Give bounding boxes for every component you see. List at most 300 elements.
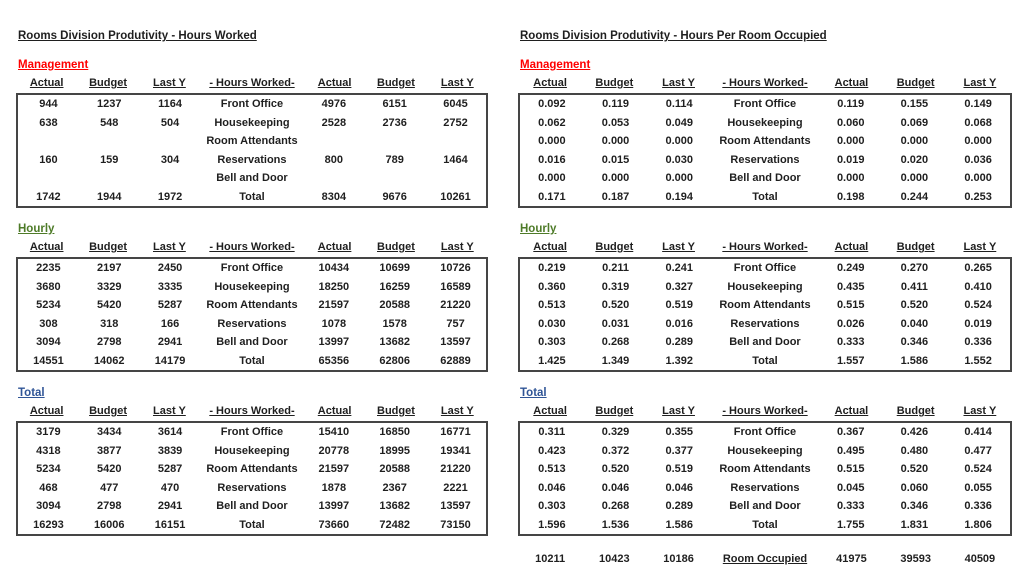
row-label-cell: Housekeeping — [727, 116, 803, 129]
value-cell: 0.513 — [538, 299, 566, 311]
value-cell: 16006 — [93, 518, 125, 531]
column-header-cell — [711, 240, 820, 255]
column-header-cell — [427, 240, 488, 255]
column-header-text: Last Y — [662, 405, 695, 417]
column-header-cell — [582, 404, 646, 419]
value-cell: 4318 — [36, 444, 61, 457]
room-occupied-value-cell: 10186 — [663, 553, 694, 565]
value-cell: 1742 — [36, 190, 61, 203]
column-header-text: - Hours Worked- — [209, 77, 295, 89]
total-table — [518, 421, 1012, 536]
column-header-row — [16, 404, 488, 419]
column-header-text: Actual — [317, 405, 352, 417]
value-cell: 0.524 — [964, 299, 992, 311]
column-header-cell — [365, 76, 426, 91]
value-cell: 800 — [324, 153, 344, 166]
column-header-cell — [427, 76, 488, 91]
table-row — [18, 442, 486, 461]
value-cell: 2941 — [157, 500, 183, 512]
value-cell: 0.333 — [836, 500, 865, 512]
table-row — [520, 278, 1010, 297]
value-cell: 0.194 — [665, 190, 693, 203]
column-header-row — [518, 404, 1012, 419]
value-cell: 0.520 — [900, 463, 929, 475]
value-cell: 20778 — [318, 444, 350, 457]
room-occupied-value-cell: 10211 — [535, 553, 566, 565]
value-cell: 0.520 — [900, 299, 929, 311]
value-cell: 3179 — [36, 426, 61, 438]
value-cell: 21220 — [440, 299, 471, 311]
value-cell: 0.062 — [538, 116, 566, 129]
value-cell: 0.119 — [837, 98, 865, 110]
hours-worked-sections — [16, 59, 488, 536]
table-row — [18, 169, 486, 188]
value-cell: 0.303 — [538, 336, 566, 348]
column-header-text: Last Y — [440, 405, 474, 417]
value-cell — [364, 132, 425, 151]
table-row — [520, 460, 1010, 479]
column-header-text: Budget — [896, 405, 935, 417]
column-header-text: Last Y — [152, 77, 186, 89]
value-cell: 0.000 — [836, 135, 865, 147]
column-header-cell — [884, 404, 948, 419]
column-header-cell — [884, 76, 948, 91]
value-cell: 0.187 — [601, 190, 630, 203]
value-cell: 5287 — [157, 463, 183, 475]
table-row — [18, 296, 486, 315]
column-header-text: Budget — [377, 77, 415, 89]
value-cell: 0.046 — [538, 481, 566, 494]
hourly-table — [16, 257, 488, 372]
value-cell: 0.000 — [900, 172, 929, 184]
value-cell: 21597 — [318, 299, 350, 311]
value-cell — [18, 169, 79, 188]
value-cell: 0.000 — [964, 135, 992, 147]
value-cell: 13682 — [379, 500, 410, 512]
value-cell: 0.268 — [601, 500, 630, 512]
column-header-cell — [948, 76, 1012, 91]
value-cell: 14551 — [33, 354, 64, 367]
value-cell: 18250 — [318, 280, 350, 293]
value-cell: 0.114 — [665, 98, 693, 110]
section-label-text: Management — [18, 59, 89, 71]
column-header-text: Last Y — [963, 77, 997, 89]
value-cell: 13597 — [440, 336, 471, 348]
column-header-text: Budget — [595, 241, 634, 253]
row-label-cell: Reservations — [730, 481, 800, 494]
value-cell: 0.036 — [964, 153, 992, 166]
value-cell: 2367 — [382, 481, 407, 494]
value-cell: 3877 — [97, 444, 122, 457]
value-cell: 2736 — [382, 116, 407, 129]
table-row — [520, 352, 1010, 371]
column-header-text: Actual — [834, 405, 869, 417]
row-label-cell: Room Attendants — [719, 463, 811, 475]
value-cell: 0.426 — [900, 426, 929, 438]
value-cell: 0.311 — [538, 426, 566, 438]
value-cell: 21597 — [318, 463, 350, 475]
value-cell: 0.241 — [665, 262, 693, 274]
value-cell: 6151 — [382, 98, 407, 110]
row-label-cell: Reservations — [217, 481, 287, 494]
value-cell — [140, 132, 201, 151]
management-table — [518, 93, 1012, 208]
value-cell: 10434 — [318, 262, 350, 274]
section-hourly — [518, 223, 1012, 372]
value-cell: 757 — [446, 317, 465, 330]
section-label-text: Hourly — [520, 223, 557, 235]
value-cell — [79, 132, 140, 151]
room-occupied-value-cell: 10423 — [599, 553, 630, 565]
column-header-cell — [304, 240, 365, 255]
value-cell: 0.435 — [836, 280, 865, 293]
value-cell: 2197 — [97, 262, 122, 274]
table-row — [520, 333, 1010, 352]
value-cell: 1164 — [158, 98, 182, 110]
row-label-cell: Housekeeping — [727, 444, 803, 457]
value-cell: 13997 — [318, 500, 350, 512]
value-cell: 0.319 — [601, 280, 630, 293]
value-cell: 73660 — [318, 518, 350, 531]
value-cell: 0.411 — [900, 280, 928, 293]
value-cell: 20588 — [379, 299, 410, 311]
value-cell: 304 — [160, 153, 180, 166]
value-cell: 0.000 — [665, 172, 693, 184]
table-row — [520, 516, 1010, 535]
value-cell: 159 — [100, 153, 119, 166]
row-label-cell: Total — [752, 354, 778, 367]
table-row — [18, 460, 486, 479]
value-cell: 16589 — [440, 280, 471, 293]
value-cell: 0.000 — [900, 135, 929, 147]
value-cell: 14179 — [154, 354, 186, 367]
value-cell: 0.265 — [964, 262, 992, 274]
value-cell: 1878 — [321, 481, 347, 494]
value-cell: 1.425 — [538, 354, 566, 367]
value-cell: 0.360 — [538, 280, 566, 293]
column-header-text: Last Y — [440, 241, 474, 253]
total-table — [16, 421, 488, 536]
value-cell: 0.000 — [538, 172, 566, 184]
value-cell: 0.414 — [964, 426, 992, 438]
section-management — [518, 59, 1012, 208]
column-header-text: Last Y — [662, 77, 695, 89]
value-cell: 0.019 — [964, 317, 992, 330]
column-header-text: Actual — [834, 241, 869, 253]
value-cell: 2221 — [443, 481, 468, 494]
value-cell: 3335 — [157, 280, 183, 293]
column-header-cell — [646, 240, 710, 255]
value-cell: 0.513 — [538, 463, 566, 475]
column-header-row — [518, 76, 1012, 91]
column-header-text: - Hours Worked- — [722, 405, 808, 417]
column-header-row — [518, 240, 1012, 255]
value-cell: 0.046 — [601, 481, 630, 494]
row-label-cell: Bell and Door — [216, 336, 288, 348]
column-header-cell — [646, 76, 710, 91]
value-cell: 2752 — [443, 116, 468, 129]
value-cell: 0.040 — [900, 317, 929, 330]
row-label-cell: Room Attendants — [719, 299, 811, 311]
value-cell: 0.495 — [836, 444, 865, 457]
column-header-text: Budget — [89, 77, 127, 89]
column-header-text: Last Y — [963, 241, 997, 253]
hours-per-room-occupied-panel — [518, 30, 1012, 567]
table-row — [520, 151, 1010, 170]
value-cell: 1.349 — [601, 354, 630, 367]
value-cell: 1.392 — [665, 354, 693, 367]
value-cell: 0.119 — [602, 98, 629, 110]
value-cell: 0.524 — [964, 463, 992, 475]
value-cell: 2235 — [36, 262, 61, 274]
value-cell: 0.520 — [601, 299, 630, 311]
value-cell: 16151 — [154, 518, 186, 531]
table-row — [18, 95, 486, 114]
value-cell: 0.519 — [665, 463, 693, 475]
value-cell: 789 — [385, 153, 404, 166]
value-cell: 0.268 — [601, 336, 630, 348]
column-header-cell — [884, 240, 948, 255]
value-cell — [303, 132, 364, 151]
row-label-cell: Housekeeping — [214, 116, 290, 129]
row-label-cell: Bell and Door — [729, 500, 801, 512]
column-header-text: Actual — [533, 77, 567, 89]
value-cell: 1.596 — [538, 518, 566, 531]
room-occupied-label-cell — [711, 551, 820, 567]
value-cell: 0.060 — [900, 481, 929, 494]
row-label-cell: Front Office — [220, 262, 284, 274]
value-cell: 0.000 — [601, 172, 630, 184]
column-header-cell — [518, 404, 582, 419]
value-cell: 638 — [39, 116, 58, 129]
value-cell: 5287 — [157, 299, 183, 311]
column-header-cell — [819, 240, 883, 255]
row-label-cell: Bell and Door — [216, 172, 288, 184]
value-cell: 0.045 — [836, 481, 865, 494]
value-cell: 0.046 — [665, 481, 693, 494]
value-cell: 62889 — [440, 354, 471, 367]
row-label-cell: Bell and Door — [216, 500, 288, 512]
value-cell: 0.031 — [601, 317, 630, 330]
section-label — [18, 223, 488, 235]
value-cell: 0.211 — [602, 262, 629, 274]
table-row — [520, 132, 1010, 151]
value-cell: 468 — [39, 481, 58, 494]
column-header-cell — [200, 76, 304, 91]
value-cell: 3839 — [157, 444, 183, 457]
row-label-cell: Housekeeping — [214, 280, 290, 293]
value-cell: 18995 — [379, 444, 410, 457]
value-cell: 2941 — [157, 336, 183, 348]
column-header-text: - Hours Worked- — [209, 405, 295, 417]
value-cell: 0.019 — [836, 153, 865, 166]
row-label-cell: Reservations — [217, 153, 287, 166]
column-header-cell — [16, 76, 77, 91]
column-header-cell — [646, 404, 710, 419]
value-cell: 1237 — [97, 98, 122, 110]
row-label-cell: Bell and Door — [729, 172, 801, 184]
value-cell: 72482 — [379, 518, 410, 531]
table-row — [18, 352, 486, 371]
value-cell: 2528 — [321, 116, 347, 129]
value-cell: 0.336 — [964, 500, 992, 512]
value-cell: 3434 — [97, 426, 122, 438]
column-header-text: Budget — [595, 405, 634, 417]
column-header-text: Budget — [377, 405, 415, 417]
column-header-text: Budget — [89, 241, 127, 253]
value-cell: 0.423 — [538, 444, 566, 457]
value-cell: 14062 — [93, 354, 125, 367]
table-row — [520, 95, 1010, 114]
column-header-cell — [948, 240, 1012, 255]
value-cell: 0.060 — [836, 116, 865, 129]
value-cell: 16771 — [440, 426, 471, 438]
column-header-text: Last Y — [152, 241, 186, 253]
value-cell: 0.000 — [964, 172, 992, 184]
table-row — [18, 516, 486, 535]
column-header-cell — [139, 76, 200, 91]
value-cell: 0.030 — [538, 317, 566, 330]
value-cell: 10261 — [440, 190, 471, 203]
value-cell: 504 — [160, 116, 180, 129]
value-cell: 0.303 — [538, 500, 566, 512]
value-cell: 62806 — [379, 354, 410, 367]
table-row — [18, 315, 486, 334]
value-cell: 0.249 — [836, 262, 865, 274]
value-cell: 0.346 — [900, 336, 929, 348]
value-cell: 0.327 — [665, 280, 693, 293]
value-cell — [18, 132, 79, 151]
value-cell: 308 — [39, 317, 58, 330]
value-cell — [425, 169, 486, 188]
section-label — [520, 223, 1012, 235]
column-header-text: - Hours Worked- — [722, 241, 808, 253]
value-cell: 0.519 — [665, 299, 693, 311]
value-cell: 0.000 — [665, 135, 693, 147]
value-cell: 0.515 — [836, 299, 865, 311]
value-cell: 5420 — [97, 463, 122, 475]
value-cell: 0.253 — [964, 190, 992, 203]
table-row — [18, 479, 486, 498]
value-cell: 3329 — [97, 280, 122, 293]
row-label-cell: Reservations — [730, 153, 800, 166]
table-row — [520, 296, 1010, 315]
row-label-cell: Total — [239, 518, 265, 531]
column-header-text: Last Y — [440, 77, 474, 89]
value-cell: 1.586 — [665, 518, 693, 531]
room-occupied-value-cell: 40509 — [964, 553, 996, 565]
section-hourly — [16, 223, 488, 372]
table-row — [18, 259, 486, 278]
table-row — [520, 114, 1010, 133]
hours-per-room-occupied-title: Rooms Division Produtivity - Hours Per Room Occupied — [520, 30, 827, 42]
column-header-cell — [582, 240, 646, 255]
value-cell: 0.053 — [601, 116, 630, 129]
row-label-cell: Front Office — [220, 98, 284, 110]
value-cell: 0.377 — [665, 444, 693, 457]
column-header-cell — [948, 404, 1012, 419]
table-row — [520, 315, 1010, 334]
value-cell: 0.068 — [964, 116, 992, 129]
value-cell — [79, 169, 140, 188]
table-row — [18, 188, 486, 207]
value-cell: 1.536 — [601, 518, 630, 531]
column-header-cell — [16, 240, 77, 255]
value-cell: 0.016 — [665, 317, 693, 330]
value-cell: 0.049 — [665, 116, 693, 129]
room-occupied-label-text: Room Occupied — [722, 553, 808, 565]
value-cell: 8304 — [321, 190, 347, 203]
value-cell: 2798 — [97, 336, 122, 348]
column-header-row — [16, 240, 488, 255]
column-header-text: Budget — [377, 241, 415, 253]
room-occupied-value-cell: 39593 — [900, 553, 931, 565]
value-cell: 3680 — [36, 280, 61, 293]
table-row — [520, 479, 1010, 498]
row-label-cell: Room Attendants — [206, 299, 298, 311]
value-cell: 6045 — [443, 98, 468, 110]
column-header-text: Budget — [595, 77, 634, 89]
row-label-cell: Total — [752, 518, 778, 531]
value-cell: 10699 — [379, 262, 410, 274]
column-header-cell — [77, 240, 138, 255]
row-label-cell: Front Office — [733, 262, 797, 274]
column-header-cell — [77, 404, 138, 419]
value-cell: 548 — [100, 116, 119, 129]
section-label-text: Management — [520, 59, 591, 71]
column-header-text: Budget — [89, 405, 127, 417]
value-cell: 1944 — [97, 190, 122, 203]
value-cell: 5234 — [36, 463, 61, 475]
section-label — [18, 59, 488, 71]
table-row — [18, 497, 486, 516]
hourly-table — [518, 257, 1012, 372]
value-cell: 0.355 — [665, 426, 693, 438]
column-header-text: Actual — [533, 241, 567, 253]
value-cell: 0.219 — [538, 262, 566, 274]
table-row — [18, 132, 486, 151]
column-header-text: Actual — [317, 241, 352, 253]
column-header-cell — [139, 404, 200, 419]
column-header-cell — [819, 404, 883, 419]
value-cell: 13597 — [440, 500, 471, 512]
column-header-text: Budget — [896, 241, 935, 253]
value-cell: 0.289 — [665, 336, 693, 348]
table-row — [520, 188, 1010, 207]
value-cell: 0.055 — [964, 481, 992, 494]
value-cell: 0.000 — [601, 135, 630, 147]
value-cell: 0.000 — [836, 172, 865, 184]
column-header-cell — [518, 76, 582, 91]
value-cell: 1.755 — [836, 518, 865, 531]
table-row — [18, 278, 486, 297]
column-header-cell — [518, 240, 582, 255]
value-cell: 1972 — [157, 190, 183, 203]
value-cell: 1.552 — [964, 354, 992, 367]
value-cell: 0.289 — [665, 500, 693, 512]
table-row — [520, 259, 1010, 278]
column-header-cell — [711, 76, 820, 91]
section-label — [520, 59, 1012, 71]
value-cell: 0.520 — [601, 463, 630, 475]
value-cell: 166 — [160, 317, 180, 330]
row-label-cell: Total — [239, 190, 265, 203]
column-header-cell — [77, 76, 138, 91]
value-cell: 0.270 — [900, 262, 929, 274]
value-cell: 1464 — [443, 153, 468, 166]
hours-worked-panel — [16, 30, 488, 551]
value-cell: 0.020 — [900, 153, 929, 166]
